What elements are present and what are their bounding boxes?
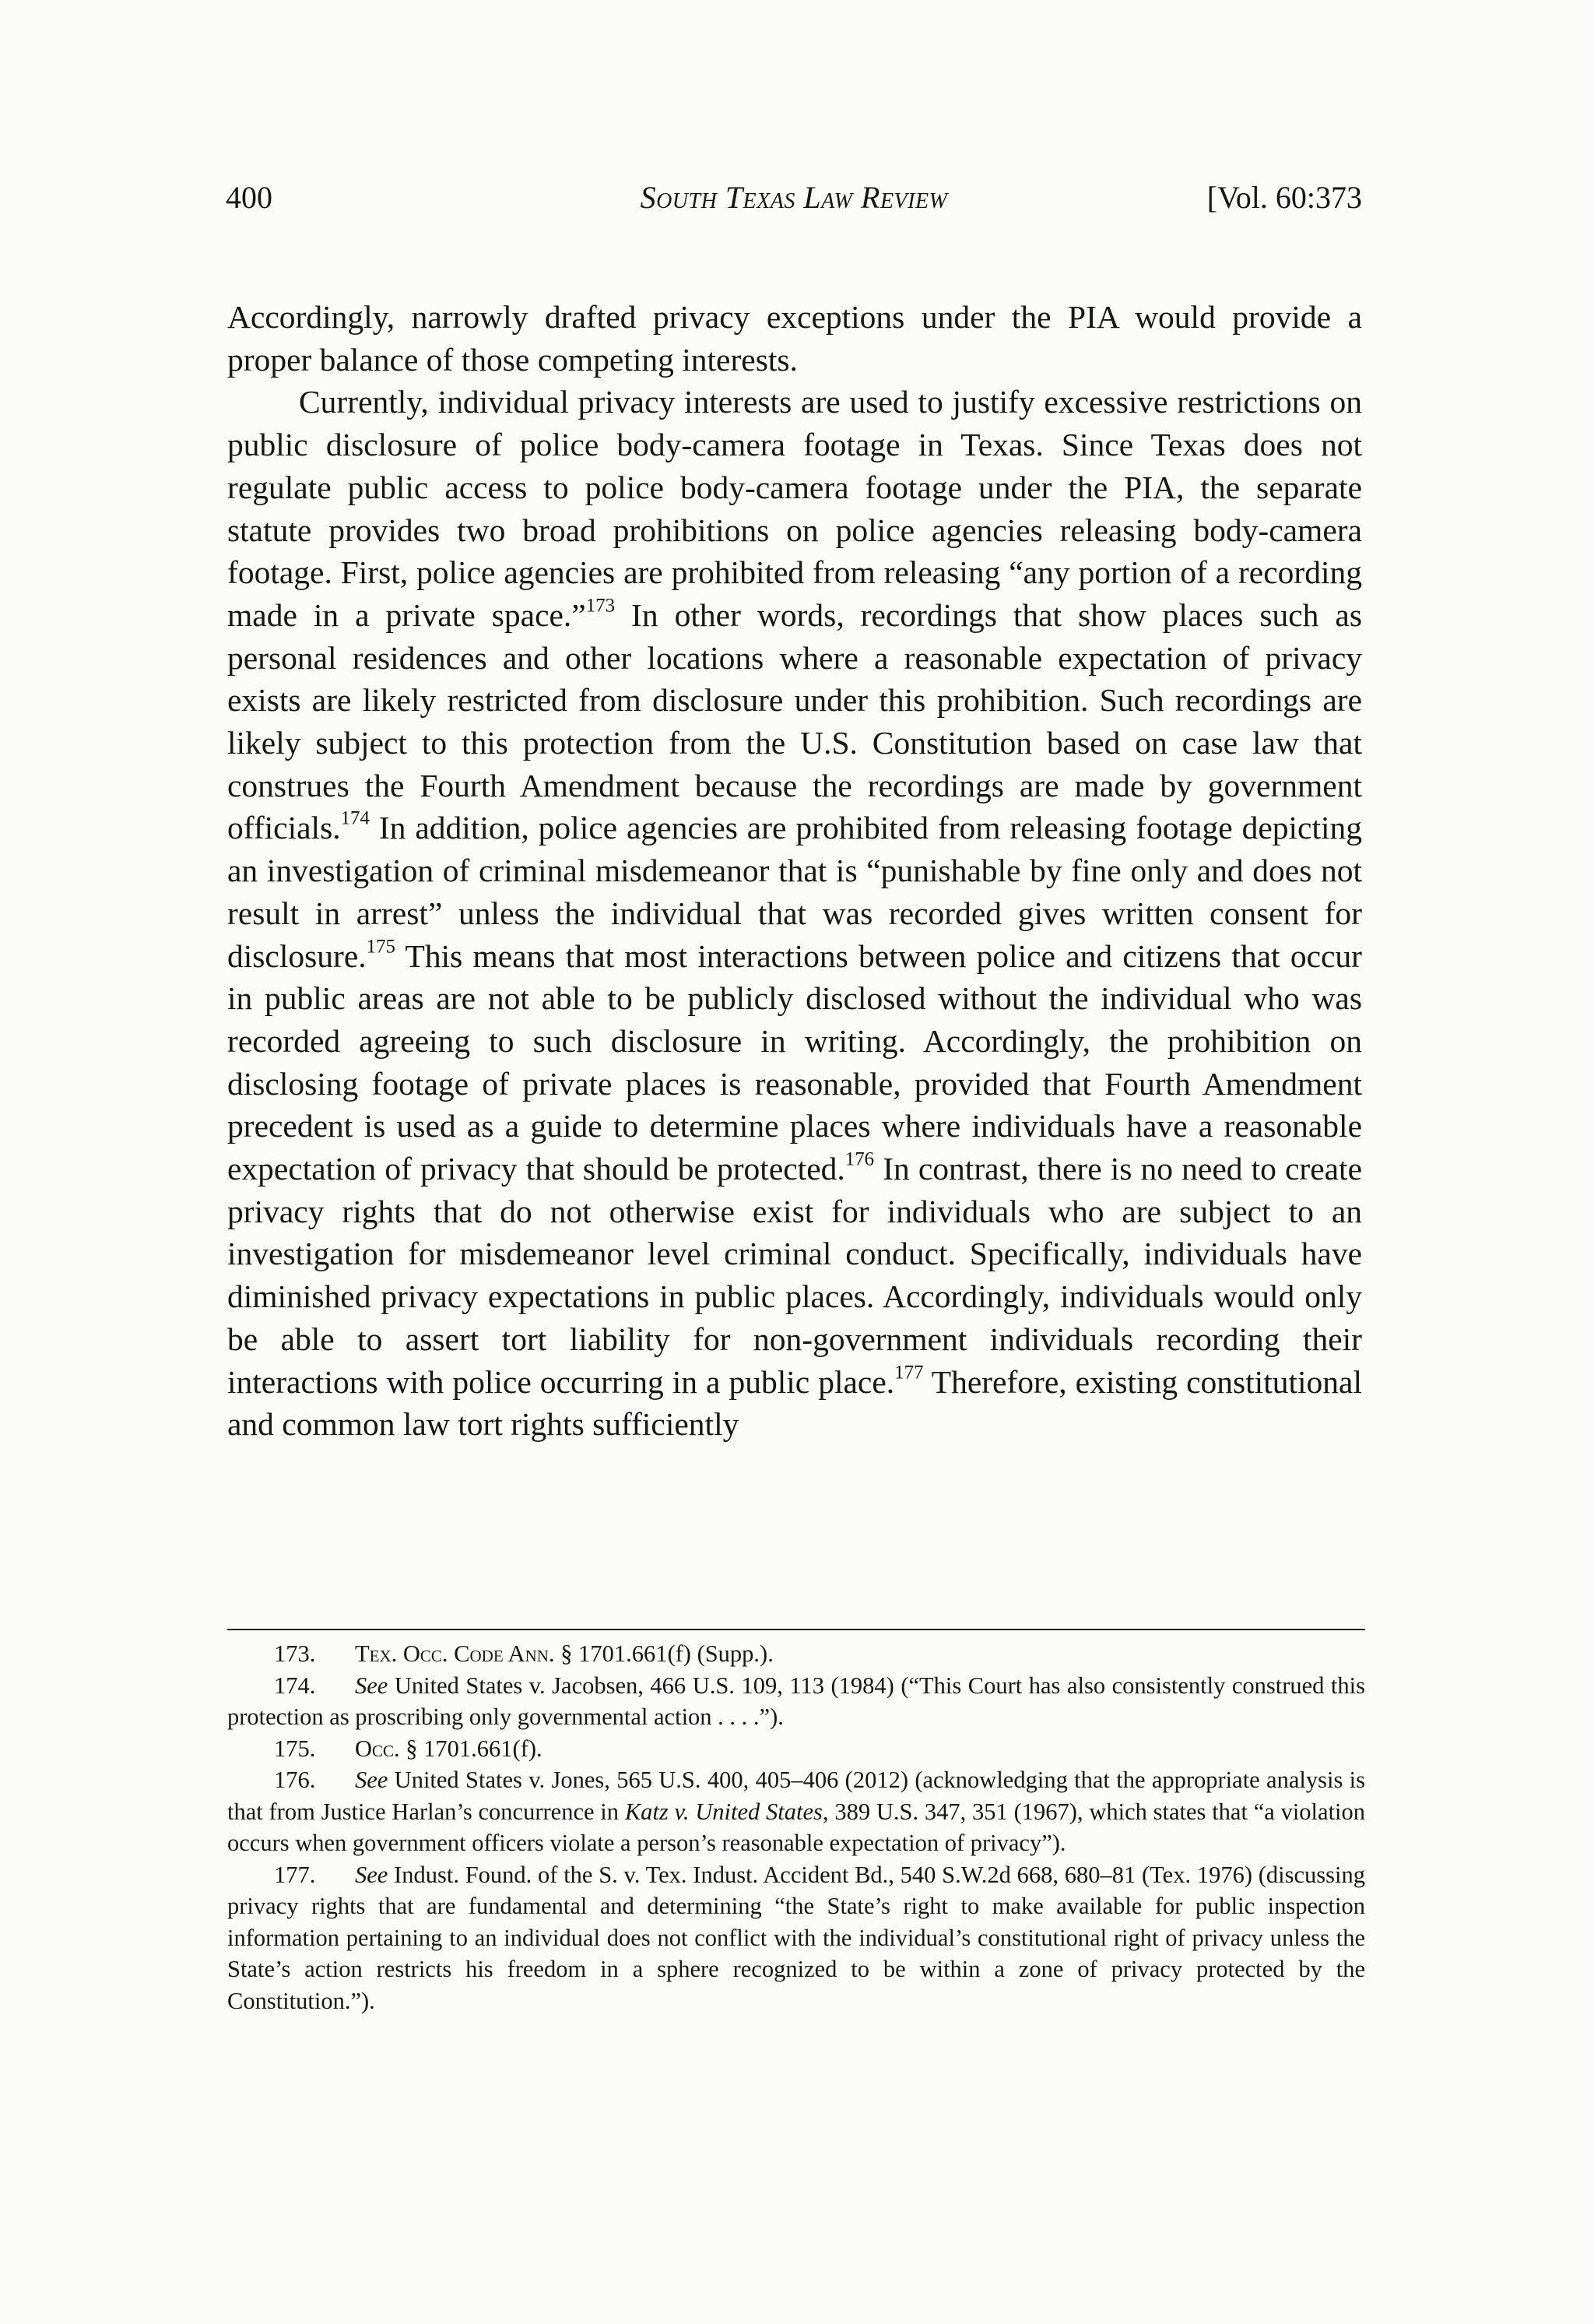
footnote-ref-177[interactable]: 177 <box>894 1361 924 1383</box>
journal-title: South Texas Law Review <box>640 180 948 215</box>
paragraph-body-camera <box>227 381 1362 1446</box>
footnote-175 <box>227 1733 1365 1765</box>
footnote-text: § 1701.661(f) (Supp.). <box>554 1640 774 1667</box>
citation-signal: See <box>355 1767 388 1793</box>
footnote-text: , 389 U.S. 347, 351 (1967), which states that “a violation occurs when government officers violate a person’s reasonable expectation of privacy”). <box>227 1798 1366 1856</box>
running-header <box>226 174 1362 221</box>
footnote-source: Occ. <box>355 1735 400 1762</box>
footnote-number: 174. <box>274 1672 316 1699</box>
citation-signal: See <box>355 1861 388 1888</box>
paragraph-text: Currently, individual privacy interests are used to justify excessive restrictions on public disclosure of police body-camera footage in Texas. Since Texas does not regulate public access to police body-camera footage under the PIA, the separate statute provides two broad prohibitions on police agencies releasing body-camera footage. First, police agencies are prohibited from releasing “any portion of a recording made in a private space.” <box>227 384 1362 633</box>
footnote-source: Tex. Occ. Code Ann. <box>355 1640 555 1667</box>
footnote-text: § 1701.661(f). <box>399 1735 542 1762</box>
footnote-ref-176[interactable]: 176 <box>844 1148 875 1170</box>
footnote-text: United States v. Jacobsen, 466 U.S. 109, 113 (1984) (“This Court has also consistently construed this protection as proscribing only governmental action . . . .”). <box>227 1672 1365 1730</box>
page-number: 400 <box>226 180 272 215</box>
case-name: Katz v. United States <box>624 1798 823 1825</box>
footnote-ref-174[interactable]: 174 <box>340 807 370 829</box>
paragraph-text: In contrast, there is no need to create privacy rights that do not otherwise exist for individuals who are subject to an investigation for misdemeanor level criminal conduct. Specifically, individuals have diminished privacy expectations in public places. Accordingly, individuals would only be able to assert tort liability for non-government individuals recording their interactions with police occurring in a public place. <box>227 1151 1362 1400</box>
footnote-176 <box>227 1764 1365 1859</box>
paragraph-text: In other words, recordings that show places such as personal residences and other locations where a reasonable expectation of privacy exists are likely restricted from disclosure under this prohibition. Such recordings are likely subject to this protection from the U.S. Constitution based on case law that construes the Fourth Amendment because the recordings are made by government officials. <box>227 596 1362 846</box>
footnote-number: 177. <box>274 1861 316 1888</box>
footnote-177 <box>227 1859 1365 2017</box>
footnote-number: 175. <box>274 1735 316 1762</box>
footnote-ref-175[interactable]: 175 <box>366 935 395 957</box>
footnote-173 <box>227 1638 1365 1670</box>
paragraph-continued <box>227 296 1362 381</box>
footnote-text: Indust. Found. of the S. v. Tex. Indust. Accident Bd., 540 S.W.2d 668, 680–81 (Tex. 1976) (discussing privacy rights that are fundamental and determining “the State’s right to make available for public inspection information pertaining to an individual does not conflict with the individual’s constitutional right of privacy unless the State’s action restricts his freedom in a sphere recognized to be within a zone of privacy protected by the Constitution.”). <box>227 1861 1365 2014</box>
footnote-ref-173[interactable]: 173 <box>585 595 616 617</box>
paragraph-text: Accordingly, narrowly drafted privacy exceptions under the PIA would provide a proper balance of those competing interests. <box>227 299 1362 378</box>
footnote-divider <box>227 1629 1365 1630</box>
paragraph-text: In addition, police agencies are prohibited from releasing footage depicting an investigation of criminal misdemeanor that is “punishable by fine only and does not result in arrest” unless the individual that was recorded gives written consent for disclosure. <box>227 810 1362 974</box>
paragraph-text: Therefore, existing constitutional and common law tort rights sufficiently <box>227 1363 1362 1443</box>
footnote-number: 176. <box>274 1767 316 1793</box>
main-text <box>227 296 1362 1446</box>
paragraph-text: This means that most interactions between police and citizens that occur in public areas are not able to be publicly disclosed without the individual who was recorded agreeing to such disclosure in writing. Accordingly, the prohibition on disclosing footage of private places is reasonable, provided that Fourth Amendment precedent is used as a guide to determine places where individuals have a reasonable expectation of privacy that should be protected. <box>227 937 1362 1187</box>
footnote-text: United States v. Jones, 565 U.S. 400, 405–406 (2012) (acknowledging that the appropriate analysis is that from Justice Harlan’s concurrence in <box>227 1767 1365 1825</box>
volume-reference: [Vol. 60:373 <box>1206 180 1362 215</box>
footnote-174 <box>227 1670 1365 1733</box>
citation-signal: See <box>355 1672 388 1699</box>
footnotes-section <box>227 1638 1365 2016</box>
footnote-number: 173. <box>274 1640 316 1667</box>
